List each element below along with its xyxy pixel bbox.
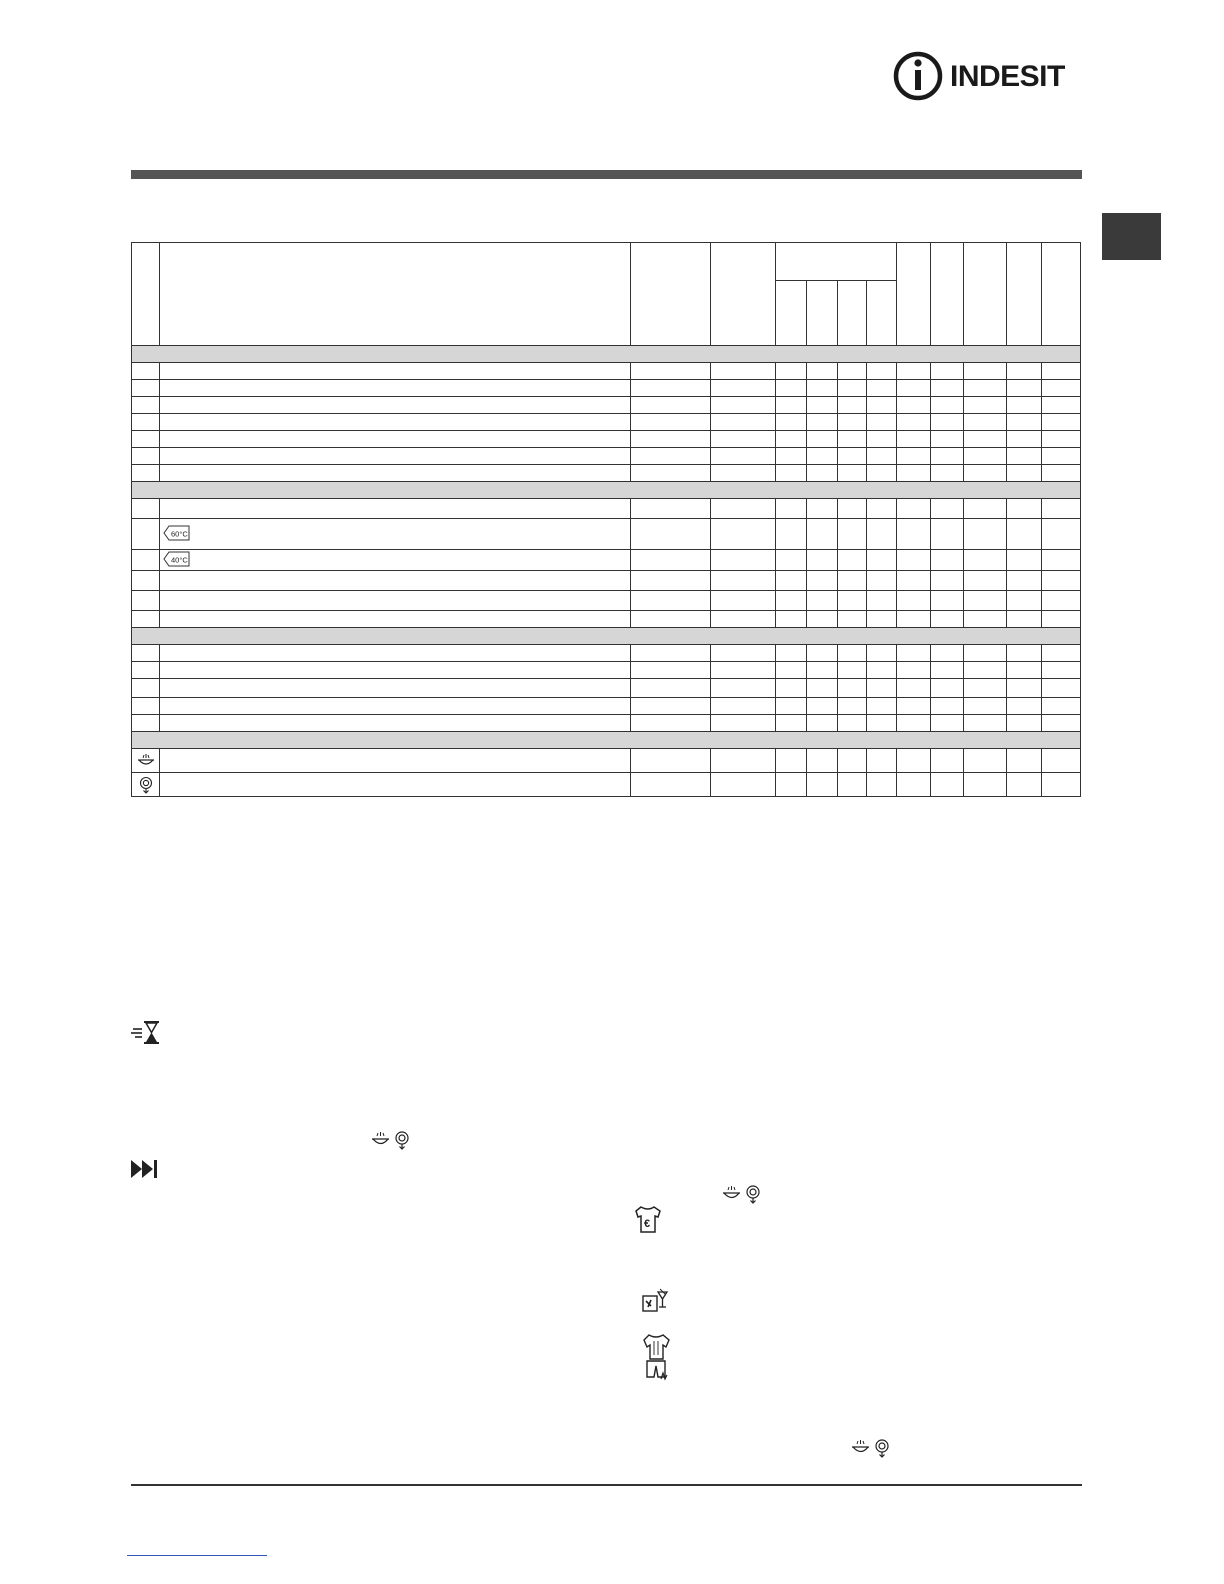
table-section-row xyxy=(132,482,1081,499)
svg-text:40°C: 40°C xyxy=(171,555,188,564)
footer-rule xyxy=(131,1484,1082,1486)
table-row xyxy=(132,662,1081,679)
table-row xyxy=(132,414,1081,431)
table-row xyxy=(132,397,1081,414)
programmes-table xyxy=(131,242,1081,797)
table-row xyxy=(132,363,1081,380)
hourglass-fast-icon xyxy=(131,1020,161,1046)
table-row xyxy=(132,519,1081,550)
table-row xyxy=(132,431,1081,448)
svg-text:60°C: 60°C xyxy=(171,529,188,538)
table-section-row xyxy=(132,628,1081,645)
svg-text:€: € xyxy=(644,1218,651,1230)
table-header-row-1 xyxy=(132,243,1081,281)
language-tab xyxy=(1102,213,1161,260)
eco-shirt-icon xyxy=(633,1205,661,1235)
table-row xyxy=(132,611,1081,628)
table-section-row xyxy=(132,732,1081,749)
rinse-icon xyxy=(132,754,159,768)
table-row xyxy=(132,380,1081,397)
table-row xyxy=(132,679,1081,698)
header-rule xyxy=(131,170,1082,179)
table-row xyxy=(132,550,1081,571)
table-row xyxy=(132,591,1081,611)
footer-link-underline[interactable] xyxy=(127,1555,267,1556)
temperature-tag-icon xyxy=(163,555,190,570)
table-row xyxy=(132,465,1081,482)
table-row xyxy=(132,448,1081,465)
table-row xyxy=(132,698,1081,715)
table-row xyxy=(132,773,1081,797)
table-section-row xyxy=(132,346,1081,363)
table-row xyxy=(132,749,1081,773)
spin-drain-icon xyxy=(132,776,159,794)
temperature-tag-icon xyxy=(163,529,190,544)
table-row xyxy=(132,499,1081,519)
rinse-spin-icons xyxy=(851,1438,893,1458)
indesit-logo xyxy=(892,50,1084,102)
rinse-spin-icons xyxy=(722,1184,764,1204)
table-row xyxy=(132,715,1081,732)
outdoor-clothes-icon xyxy=(641,1333,671,1381)
svg-text:INDESIT: INDESIT xyxy=(950,60,1065,93)
rinse-spin-icons xyxy=(371,1130,413,1150)
fast-forward-icon xyxy=(131,1160,159,1178)
table-row xyxy=(132,645,1081,662)
table-row xyxy=(132,571,1081,591)
stain-drink-icon xyxy=(641,1288,669,1314)
